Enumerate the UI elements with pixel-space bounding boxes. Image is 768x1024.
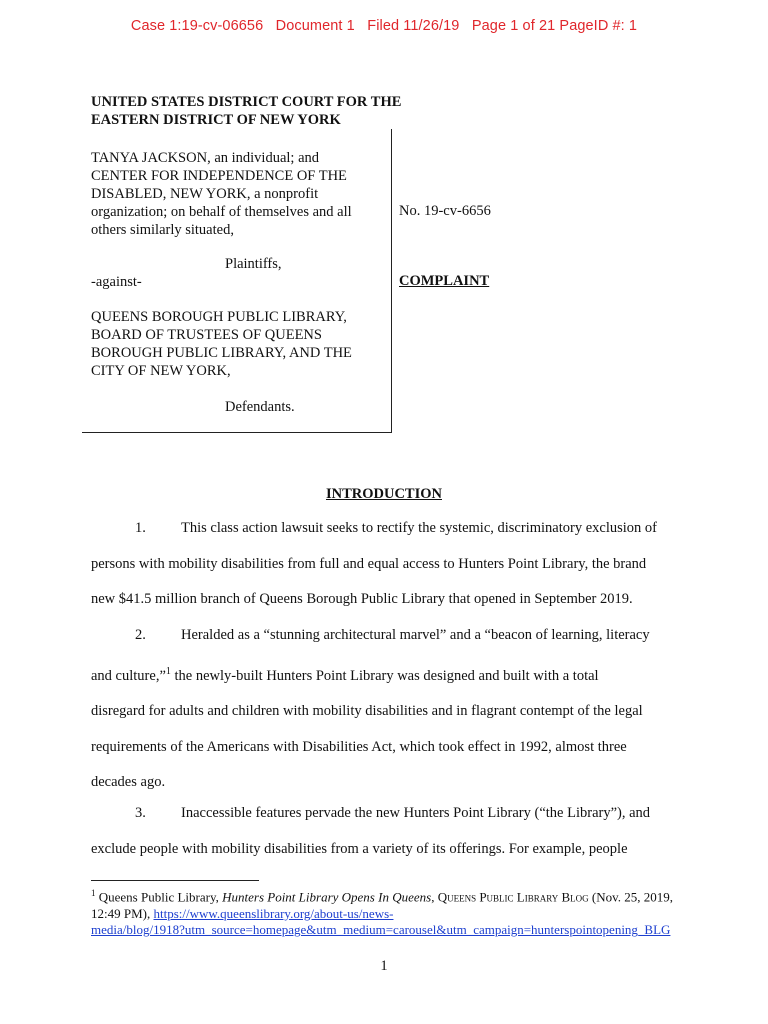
- paragraph-number: 1.: [135, 520, 146, 536]
- plaintiffs-line: organization; on behalf of themselves and all: [91, 204, 352, 220]
- paragraph-2: [91, 618, 691, 801]
- page-stamp: Page 1 of 21 PageID #: 1: [471, 18, 638, 34]
- paragraph-3: [91, 796, 691, 867]
- plaintiffs-block: [91, 149, 381, 239]
- footnote-article-title: Hunters Point Library Opens In Queens: [222, 889, 432, 905]
- paragraph-line: [91, 511, 691, 547]
- paragraph-line: new $41.5 million branch of Queens Borough Public Library that opened in September 2019.: [91, 591, 633, 608]
- paragraph-line: exclude people with mobility disabilities from a variety of its offerings. For example, people: [91, 840, 628, 857]
- footnote-reference: 1: [165, 665, 171, 677]
- caption-divider-horizontal: [82, 432, 392, 433]
- court-name: [91, 93, 401, 129]
- plaintiffs-line: TANYA JACKSON, an individual; and: [91, 150, 320, 166]
- paragraph-line: [91, 796, 691, 832]
- footnote-marker: 1: [91, 888, 96, 898]
- caption-divider-vertical: [391, 129, 392, 433]
- plaintiffs-line: DISABLED, NEW YORK, a nonprofit: [91, 186, 319, 202]
- footnote-url-link[interactable]: media/blog/1918?utm_source=homepage&utm_medium=carousel&utm_campaign=hunterspointopening_BLG: [91, 922, 671, 938]
- footnote-rule: [91, 880, 259, 881]
- filed-stamp: Filed 11/26/19: [367, 18, 460, 34]
- plaintiffs-label: Plaintiffs,: [225, 256, 282, 272]
- footnote-url-link[interactable]: https://www.queenslibrary.org/about-us/news-: [153, 905, 394, 921]
- court-name-line: UNITED STATES DISTRICT COURT FOR THE: [91, 94, 402, 110]
- paragraph-1: [91, 511, 691, 618]
- footnote-line: 12:49 PM), https://www.queenslibrary.org/about-us/news-: [91, 905, 394, 921]
- footnote-blog-name: Queens Public Library Blog: [437, 889, 589, 905]
- plaintiffs-line: CENTER FOR INDEPENDENCE OF THE: [91, 168, 347, 184]
- defendants-block: [91, 308, 381, 380]
- document-stamp: Document 1: [275, 18, 355, 34]
- paragraph-line: persons with mobility disabilities from full and equal access to Hunters Point Library, the brand: [91, 555, 647, 572]
- court-name-line: EASTERN DISTRICT OF NEW YORK: [91, 112, 341, 128]
- document-title: COMPLAINT: [399, 273, 490, 289]
- defendants-label: Defendants.: [225, 399, 295, 415]
- paragraph-line: requirements of the Americans with Disabilities Act, which took effect in 1992, almost three: [91, 738, 627, 755]
- paragraph-line: [91, 618, 691, 654]
- defendants-line: CITY OF NEW YORK,: [91, 363, 231, 379]
- plaintiffs-line: others similarly situated,: [91, 222, 234, 238]
- paragraph-text: This class action lawsuit seeks to rectify the systemic, discriminatory exclusion of: [181, 520, 657, 536]
- paragraph-line: and culture,”$^1$ the newly-built Hunters Point Library was designed and built with a total: [91, 665, 599, 684]
- paragraph-number: 2.: [135, 627, 146, 643]
- defendants-line: BOARD OF TRUSTEES OF QUEENS: [91, 327, 322, 343]
- against-label: -against-: [91, 274, 142, 290]
- paragraph-text: Heralded as a “stunning architectural marvel” and a “beacon of learning, literacy: [181, 627, 650, 643]
- paragraph-number: 3.: [135, 805, 146, 821]
- footnote-line: [91, 922, 701, 939]
- footnote-line: $^1$ Queens Public Library, Hunters Point Library Opens In Queens, Queens Public Library Blog (Nov. 25, 2019,: [91, 888, 674, 905]
- defendants-line: BOROUGH PUBLIC LIBRARY, AND THE: [91, 345, 352, 361]
- footnote: [91, 885, 701, 939]
- page-number: 1: [380, 958, 388, 974]
- section-title: INTRODUCTION: [325, 486, 442, 502]
- paragraph-text: Inaccessible features pervade the new Hunters Point Library (“the Library”), and: [181, 805, 651, 821]
- defendants-line: QUEENS BOROUGH PUBLIC LIBRARY,: [91, 309, 347, 325]
- paragraph-line: decades ago.: [91, 774, 166, 791]
- case-number: No. 19-cv-6656: [399, 203, 491, 219]
- ecf-header-stamp: [0, 18, 768, 34]
- case-number-stamp: Case 1:19-cv-06656: [130, 18, 264, 34]
- paragraph-line: disregard for adults and children with mobility disabilities and in flagrant contempt of the legal: [91, 703, 643, 720]
